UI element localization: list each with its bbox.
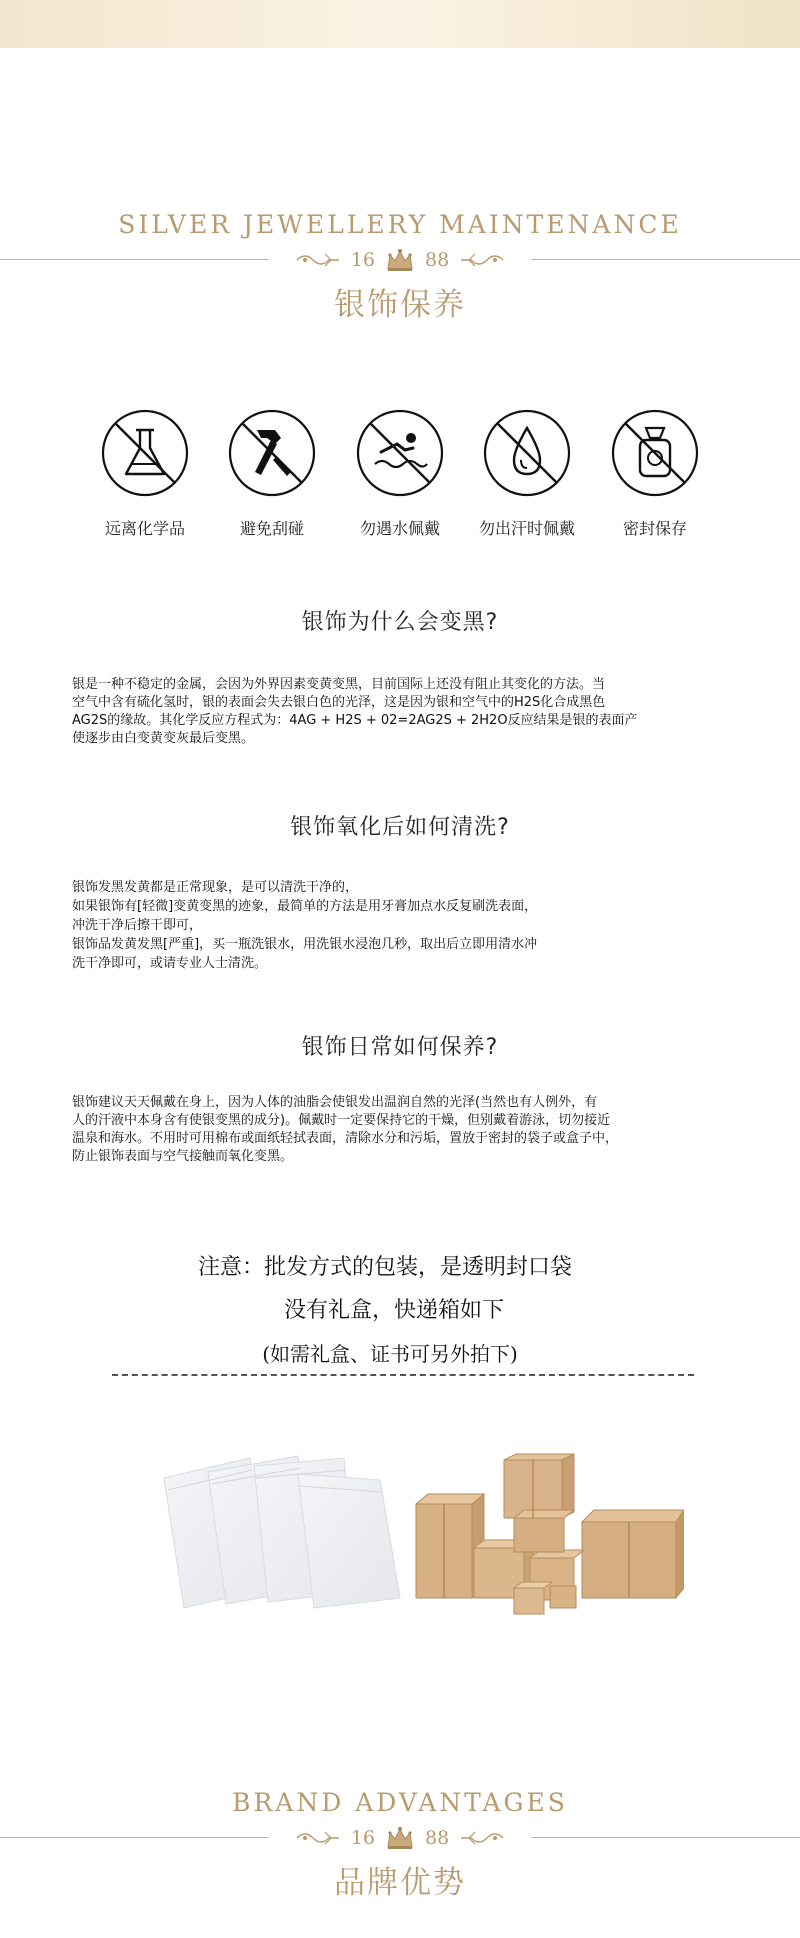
q1-title: 银饰为什么会变黑? [301,610,499,635]
care-icons-row [80,408,720,538]
scroll-ornament-left-icon [295,1828,341,1848]
clear-seal-bags-image [158,1448,406,1618]
q2-line: 如果银饰有[轻微]变黄变黑的迹象，最简单的方法是用牙膏加点水反复刷洗表面， [72,899,538,914]
ornament-number-right: 88 [425,249,450,271]
q3-line: 人的汗液中本身含有使银变黑的成分)。佩戴时一定要保持它的干燥，但别戴着游泳，切勿接近 [72,1113,611,1128]
brand-title-cn: 品牌优势 [334,1865,466,1901]
q2-line: 银饰发黑发黄都是正常现象，是可以清洗干净的， [72,880,359,895]
care-label: 避免刮碰 [239,519,304,538]
packaging-notice [0,1250,800,1367]
ornament-divider [0,1823,800,1853]
notice-line-1: 注意：批发方式的包装，是透明封口袋 [197,1255,572,1280]
dashed-divider [112,1374,694,1376]
divider-line-left [0,259,268,260]
crown-icon [385,247,415,273]
divider-line-left [0,1837,268,1838]
q1-line: 空气中含有硫化氢时，银的表面会失去银白色的光泽，这是因为银和空气中的H2S化合成黑色 [72,695,606,710]
no-swimming-icon [355,408,445,498]
care-label: 勿遇水佩戴 [359,519,440,538]
no-chemicals-icon [100,408,190,498]
no-sweat-icon [482,408,572,498]
care-item-scratch [207,408,337,539]
scroll-ornament-left-icon [295,250,341,270]
brand-title-en: BRAND ADVANTAGES [232,1788,568,1817]
q3-title: 银饰日常如何保养? [301,1035,499,1060]
maintenance-title-cn: 银饰保养 [334,287,466,323]
cardboard-boxes-image [414,1448,684,1618]
q2-line: 银饰品发黄发黑[严重]，买一瓶洗银水，用洗银水浸泡几秒，取出后立即用清水冲 [72,937,538,952]
notice-line-3: (如需礼盒、证书可另外拍下) [262,1342,518,1366]
q3-line: 防止银饰表面与空气接触而氧化变黑。 [72,1149,294,1164]
ornament-number-left: 16 [350,1827,375,1849]
q3-line: 温泉和海水。不用时可用棉布或面纸轻拭表面，清除水分和污垢，置放于密封的袋子或盒子中， [72,1131,619,1146]
care-item-sealed [590,408,720,539]
scroll-ornament-right-icon [459,1828,505,1848]
ornament-center [288,1823,512,1853]
q3-line: 银饰建议天天佩戴在身上，因为人体的油脂会使银发出温润自然的光泽(当然也有人例外，有 [72,1095,598,1110]
care-item-sweat [462,408,592,539]
ornament-number-left: 16 [350,249,375,271]
care-item-water [335,408,465,539]
q2-title: 银饰氧化后如何清洗? [290,815,510,840]
scroll-ornament-right-icon [459,250,505,270]
q2-line: 洗干净即可，或请专业人士清洗。 [72,956,268,971]
q2-line: 冲洗干净后擦干即可， [72,918,203,933]
notice-line-2: 没有礼盒，快递箱如下 [283,1298,504,1323]
sealed-bag-icon [610,408,700,498]
q1-line: AG2S的缘故。其化学反应方程式为：4AG + H2S + 02=2AG2S + 2H2O反应结果是银的表面产 [72,713,638,728]
divider-line-right [532,1837,800,1838]
q1-paragraph [72,676,712,748]
care-label: 远离化学品 [104,519,185,538]
maintenance-header [0,210,800,324]
q1-line: 银是一种不稳定的金属，会因为外界因素变黄变黑，目前国际上还没有阻止其变化的方法。当 [72,677,606,692]
divider-line-right [532,259,800,260]
care-label: 密封保存 [622,519,687,538]
care-label: 勿出汗时佩戴 [478,519,575,538]
q3-paragraph [72,1094,712,1166]
q2-paragraph [72,878,712,973]
q1-line: 使逐步由白变黄变灰最后变黑。 [72,731,255,746]
brand-header [0,1788,800,1902]
no-hammer-icon [227,408,317,498]
crown-icon [385,1825,415,1851]
ornament-number-right: 88 [425,1827,450,1849]
care-item-chemicals [80,408,210,539]
top-decorative-band [0,0,800,48]
ornament-center [288,245,512,275]
maintenance-title-en: SILVER JEWELLERY MAINTENANCE [118,210,682,239]
ornament-divider [0,245,800,275]
